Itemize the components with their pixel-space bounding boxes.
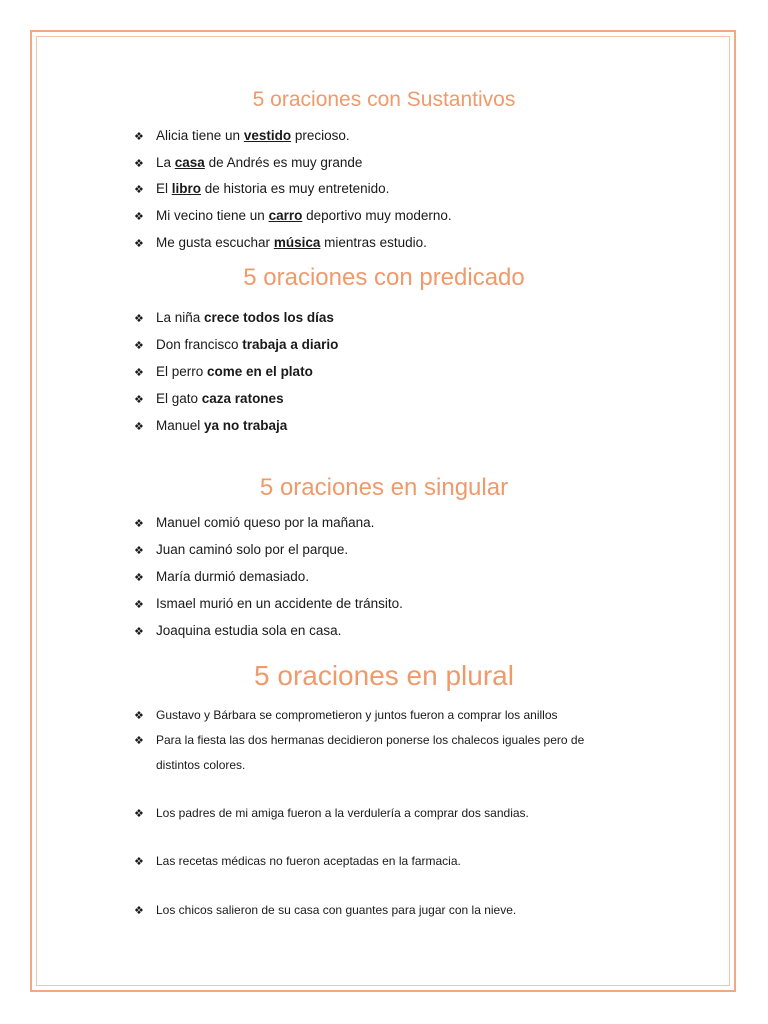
list-item: ❖ La casa de Andrés es muy grande [134, 155, 363, 170]
bullet-icon: ❖ [134, 710, 144, 722]
bullet-icon: ❖ [134, 131, 144, 143]
bullet-icon: ❖ [134, 184, 144, 196]
heading-plural: 5 oraciones en plural [254, 660, 514, 691]
list-item: ❖ Las recetas médicas no fueron aceptadas en la farmacia. [134, 854, 461, 868]
list-item: ❖ Mi vecino tiene un carro deportivo muy moderno. [134, 208, 452, 223]
list-item: ❖ Los chicos salieron de su casa con guantes para jugar con la nieve. [134, 903, 517, 917]
heading-singular: 5 oraciones en singular [259, 474, 509, 501]
bullet-icon: ❖ [134, 367, 144, 379]
bullet-icon: ❖ [134, 394, 144, 406]
heading-predicado: 5 oraciones con predicado [243, 264, 525, 291]
page-border-inner [36, 36, 730, 986]
list-item: ❖ Gustavo y Bárbara se comprometieron y juntos fueron a comprar los anillos [134, 708, 558, 722]
list-item: ❖ Para la fiesta las dos hermanas decidieron ponerse los chalecos iguales pero de [134, 733, 585, 747]
bullet-icon: ❖ [134, 545, 144, 557]
list-item: ❖ El libro de historia es muy entretenido. [134, 181, 390, 196]
bullet-icon: ❖ [134, 735, 144, 747]
bullet-icon: ❖ [134, 572, 144, 584]
list-item: ❖ El perro come en el plato [134, 364, 313, 379]
list-item: ❖ Alicia tiene un vestido precioso. [134, 128, 350, 143]
bullet-icon: ❖ [134, 238, 144, 250]
bullet-icon: ❖ [134, 905, 144, 917]
bullet-icon: ❖ [134, 856, 144, 868]
bullet-icon: ❖ [134, 518, 144, 530]
list-item: ❖ Don francisco trabaja a diario [134, 337, 339, 352]
bullet-icon: ❖ [134, 158, 144, 170]
list-item: ❖ Juan caminó solo por el parque. [134, 542, 349, 557]
list-item: ❖ La niña crece todos los días [134, 310, 334, 325]
bullet-icon: ❖ [134, 599, 144, 611]
list-item: ❖ Manuel comió queso por la mañana. [134, 515, 375, 530]
bullet-icon: ❖ [134, 211, 144, 223]
heading-sustantivos: 5 oraciones con Sustantivos [252, 88, 516, 111]
list-item: ❖ Ismael murió en un accidente de tránsito. [134, 596, 403, 611]
list-item: ❖ Me gusta escuchar música mientras estudio. [134, 235, 427, 250]
list-item-continuation: distintos colores. [156, 758, 246, 772]
list-item: ❖ María durmió demasiado. [134, 569, 310, 584]
list-item: ❖ El gato caza ratones [134, 391, 284, 406]
list-item: ❖ Los padres de mi amiga fueron a la verdulería a comprar dos sandias. [134, 806, 529, 820]
bullet-icon: ❖ [134, 421, 144, 433]
list-item: ❖ Manuel ya no trabaja [134, 418, 288, 433]
list-item: ❖ Joaquina estudia sola en casa. [134, 623, 342, 638]
bullet-icon: ❖ [134, 808, 144, 820]
bullet-icon: ❖ [134, 626, 144, 638]
bullet-icon: ❖ [134, 340, 144, 352]
bullet-icon: ❖ [134, 313, 144, 325]
